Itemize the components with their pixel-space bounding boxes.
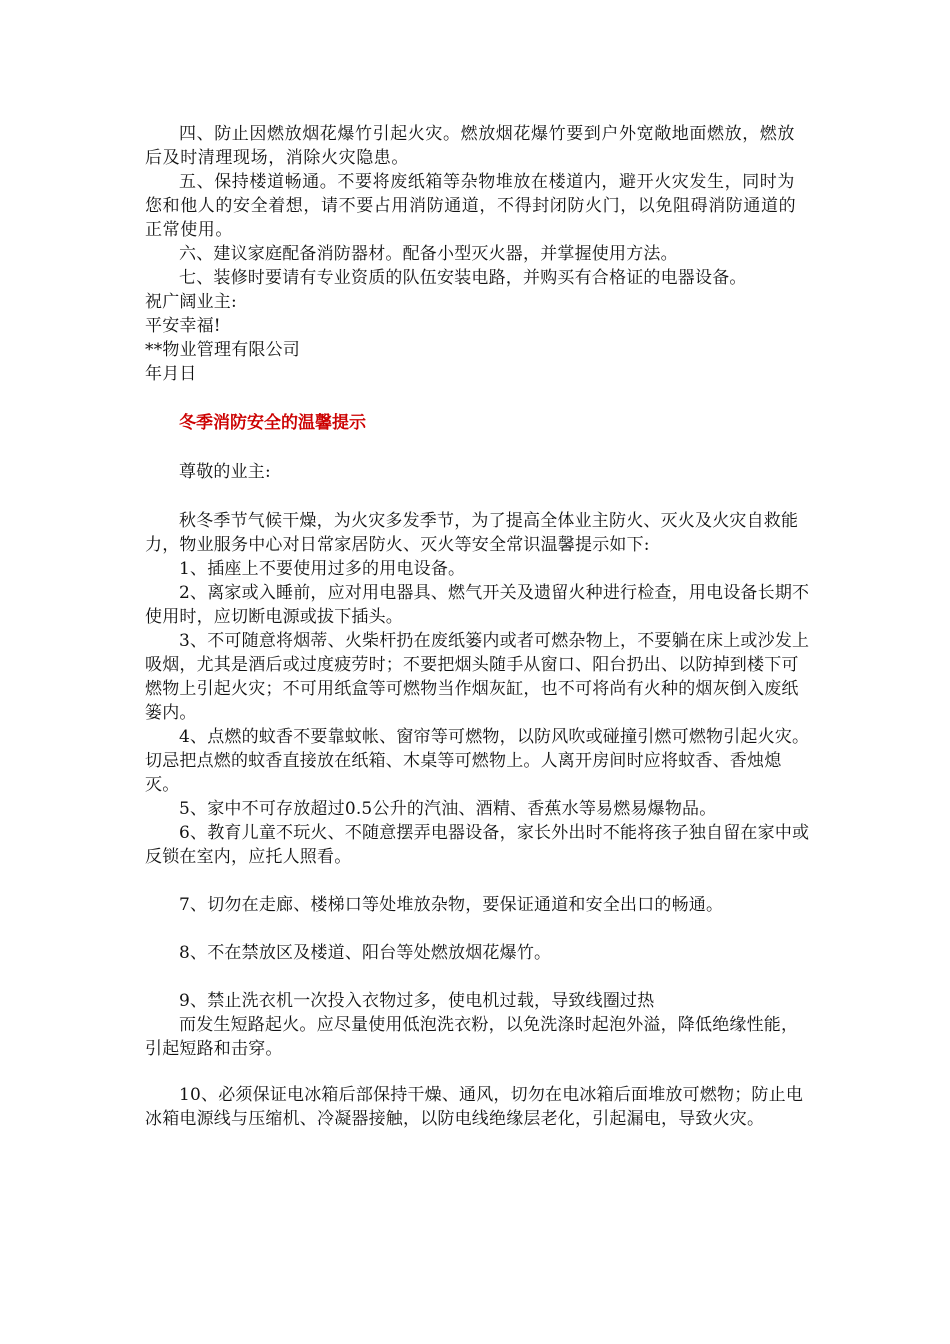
tip-item: 3、不可随意将烟蒂、火柴杆扔在废纸篓内或者可燃杂物上，不要躺在床上或沙发上吸烟，尤其是酒后或过度疲劳时；不要把烟头随手从窗口、阳台扔出、以防掉到楼下可燃物上引起火灾；不可用纸盒等可燃物当作烟灰缸，也不可将尚有火种的烟灰倒入废纸篓内。: [145, 631, 810, 723]
tip-item: 10、必须保证电冰箱后部保持干燥、通风，切勿在电冰箱后面堆放可燃物；防止电冰箱电源线与压缩机、冷凝器接触，以防电线绝缘层老化，引起漏电，导致火灾。: [145, 1085, 804, 1129]
tip-item: 8、不在禁放区及楼道、阳台等处燃放烟花爆竹。: [179, 943, 552, 963]
tip-item: 6、教育儿童不玩火、不随意摆弄电器设备，家长外出时不能将孩子独自留在家中或反锁在室内，应托人照看。: [145, 823, 810, 867]
paragraph-corridor-clear: 五、保持楼道畅通。不要将废纸箱等杂物堆放在楼道内，避开火灾发生，同时为您和他人的安全着想，请不要占用消防通道，不得封闭防火门，以免阻碍消防通道的正常使用。: [145, 172, 797, 240]
tip-item: 4、点燃的蚊香不要靠蚊帐、窗帘等可燃物，以防风吹或碰撞引燃可燃物引起火灾。切忌把点燃的蚊香直接放在纸箱、木桌等可燃物上。人离开房间时应将蚊香、香烛熄灭。: [145, 727, 810, 795]
salutation: 尊敬的业主:: [179, 462, 271, 482]
paragraph-fire-fireworks: 四、防止因燃放烟花爆竹引起火灾。燃放烟花爆竹要到户外宽敞地面燃放，燃放后及时清理现场，消除火灾隐患。: [145, 124, 795, 168]
section-title: 冬季消防安全的温馨提示: [179, 413, 366, 433]
tip-item: 9、禁止洗衣机一次投入衣物过多，使电机过载，导致线圈过热: [179, 991, 655, 1011]
tip-item-continuation: 而发生短路起火。应尽量使用低泡洗衣粉，以免洗涤时起泡外溢，降低绝缘性能，引起短路和击穿。: [145, 1015, 799, 1059]
tip-item: 1、插座上不要使用过多的用电设备。: [179, 559, 466, 579]
closing-company: **物业管理有限公司: [145, 340, 300, 360]
tip-item: 7、切勿在走廊、楼梯口等处堆放杂物，要保证通道和安全出口的畅通。: [179, 895, 724, 915]
closing-blessing: 平安幸福!: [145, 316, 221, 336]
paragraph-fire-equipment: 六、建议家庭配备消防器材。配备小型灭火器，并掌握使用方法。: [179, 244, 678, 264]
closing-wish: 祝广阔业主:: [145, 292, 237, 312]
closing-date: 年月日: [145, 364, 197, 384]
tip-item: 5、家中不可存放超过0.5公升的汽油、酒精、香蕉水等易燃易爆物品。: [179, 799, 717, 819]
document-body: [145, 122, 810, 1131]
tip-item: 2、离家或入睡前，应对用电器具、燃气开关及遗留火种进行检查，用电设备长期不使用时，应切断电源或拔下插头。: [145, 583, 810, 627]
paragraph-renovation-wiring: 七、装修时要请有专业资质的队伍安装电路，并购买有合格证的电器设备。: [179, 268, 747, 288]
intro-paragraph: 秋冬季节气候干燥，为火灾多发季节，为了提高全体业主防火、灭火及火灾自救能力，物业服务中心对日常家居防火、灭火等安全常识温馨提示如下:: [145, 511, 799, 555]
